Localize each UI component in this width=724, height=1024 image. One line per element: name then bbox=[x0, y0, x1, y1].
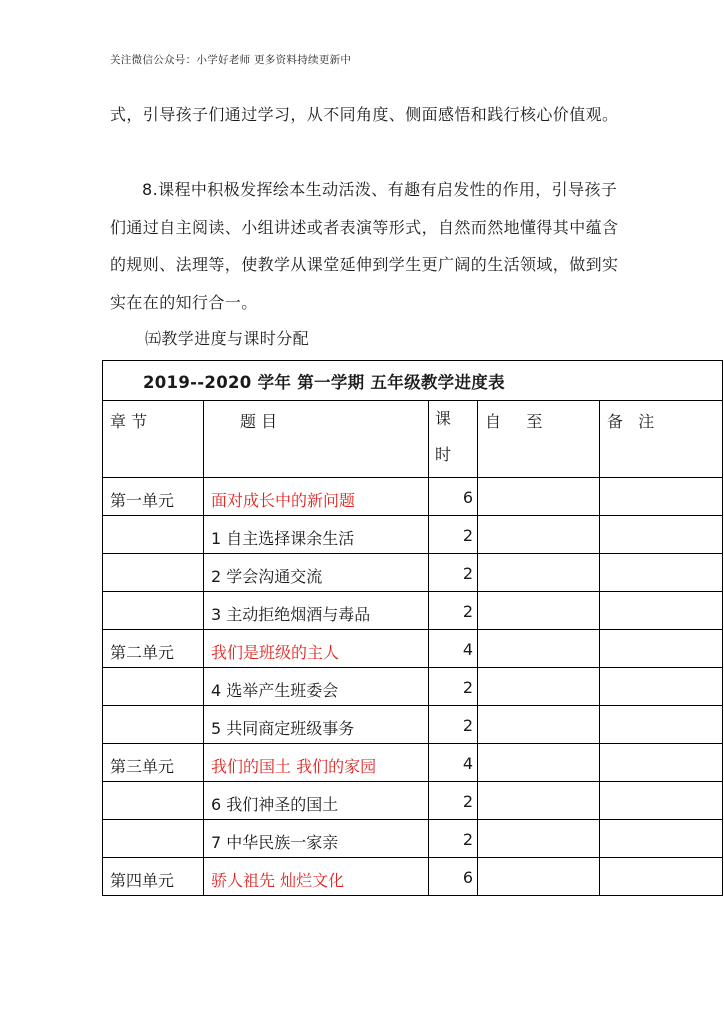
remarks-cell bbox=[600, 516, 723, 554]
from-to-cell bbox=[478, 630, 600, 668]
hours-cell: 2 bbox=[429, 554, 478, 592]
table-row bbox=[103, 820, 723, 858]
remarks-cell bbox=[600, 630, 723, 668]
topic-cell: 6 我们神圣的国土 bbox=[204, 782, 429, 820]
chapter-cell: 第四单元 bbox=[103, 858, 204, 896]
remarks-cell bbox=[600, 668, 723, 706]
chapter-cell bbox=[103, 782, 204, 820]
header-hours-1: 课 bbox=[435, 409, 452, 428]
remarks-cell bbox=[600, 592, 723, 630]
from-to-cell bbox=[478, 554, 600, 592]
table-row bbox=[103, 706, 723, 744]
table-row bbox=[103, 744, 723, 782]
hours-cell: 4 bbox=[429, 630, 478, 668]
topic-cell: 面对成长中的新问题 bbox=[204, 478, 429, 516]
chapter-cell bbox=[103, 554, 204, 592]
paragraph-1: 式，引导孩子们通过学习，从不同角度、侧面感悟和践行核心价值观。 bbox=[110, 105, 619, 124]
table-row bbox=[103, 630, 723, 668]
topic-cell: 骄人祖先 灿烂文化 bbox=[204, 858, 429, 896]
hours-cell: 6 bbox=[429, 478, 478, 516]
remarks-cell bbox=[600, 744, 723, 782]
table-row bbox=[103, 782, 723, 820]
table-row bbox=[103, 668, 723, 706]
header-remarks: 备 注 bbox=[600, 401, 723, 478]
topic-cell: 4 选举产生班委会 bbox=[204, 668, 429, 706]
from-to-cell bbox=[478, 744, 600, 782]
topic-cell: 5 共同商定班级事务 bbox=[204, 706, 429, 744]
remarks-cell bbox=[600, 858, 723, 896]
section-title: ㈤教学进度与课时分配 bbox=[145, 329, 310, 348]
hours-cell: 4 bbox=[429, 744, 478, 782]
table-row bbox=[103, 478, 723, 516]
topic-cell: 3 主动拒绝烟酒与毒品 bbox=[204, 592, 429, 630]
table-row bbox=[103, 516, 723, 554]
topic-cell: 7 中华民族一家亲 bbox=[204, 820, 429, 858]
header-topic: 题 目 bbox=[204, 401, 429, 478]
remarks-cell bbox=[600, 820, 723, 858]
table-title: 2019--2020 学年 第一学期 五年级教学进度表 bbox=[103, 361, 723, 401]
chapter-cell bbox=[103, 516, 204, 554]
chapter-cell: 第二单元 bbox=[103, 630, 204, 668]
header-note: 关注微信公众号：小学好老师 更多资料持续更新中 bbox=[110, 54, 352, 66]
from-to-cell bbox=[478, 592, 600, 630]
chapter-cell: 第一单元 bbox=[103, 478, 204, 516]
hours-cell: 6 bbox=[429, 858, 478, 896]
from-to-cell bbox=[478, 782, 600, 820]
hours-cell: 2 bbox=[429, 668, 478, 706]
from-to-cell bbox=[478, 668, 600, 706]
hours-cell: 2 bbox=[429, 782, 478, 820]
topic-cell: 我们是班级的主人 bbox=[204, 630, 429, 668]
topic-cell: 2 学会沟通交流 bbox=[204, 554, 429, 592]
chapter-cell bbox=[103, 668, 204, 706]
chapter-cell bbox=[103, 706, 204, 744]
remarks-cell bbox=[600, 706, 723, 744]
table-row bbox=[103, 592, 723, 630]
header-from-to: 自 至 bbox=[478, 401, 600, 478]
hours-cell: 2 bbox=[429, 820, 478, 858]
table-header-row bbox=[103, 401, 723, 478]
hours-cell: 2 bbox=[429, 706, 478, 744]
remarks-cell bbox=[600, 478, 723, 516]
table-title-row bbox=[103, 361, 723, 401]
from-to-cell bbox=[478, 820, 600, 858]
remarks-cell bbox=[600, 782, 723, 820]
hours-cell: 2 bbox=[429, 516, 478, 554]
hours-cell: 2 bbox=[429, 592, 478, 630]
header-hours-2: 时 bbox=[435, 445, 452, 464]
from-to-cell bbox=[478, 516, 600, 554]
remarks-cell bbox=[600, 554, 723, 592]
chapter-cell bbox=[103, 592, 204, 630]
table-row bbox=[103, 554, 723, 592]
schedule-table bbox=[102, 360, 723, 896]
chapter-cell: 第三单元 bbox=[103, 744, 204, 782]
from-to-cell bbox=[478, 478, 600, 516]
paragraph-2: 8.课程中积极发挥绘本生动活泼、有趣有启发性的作用，引导孩子们通过自主阅读、小组讲述或者表演等形式，自然而然地懂得其中蕴含的规则、法理等，使教学从课堂延伸到学生更广阔的生活领域，做到实实在在的知行合一。 bbox=[110, 180, 619, 312]
chapter-cell bbox=[103, 820, 204, 858]
header-chapter: 章 节 bbox=[103, 401, 204, 478]
topic-cell: 1 自主选择课余生活 bbox=[204, 516, 429, 554]
table-row bbox=[103, 858, 723, 896]
topic-cell: 我们的国土 我们的家园 bbox=[204, 744, 429, 782]
from-to-cell bbox=[478, 858, 600, 896]
header-hours bbox=[429, 401, 478, 478]
from-to-cell bbox=[478, 706, 600, 744]
